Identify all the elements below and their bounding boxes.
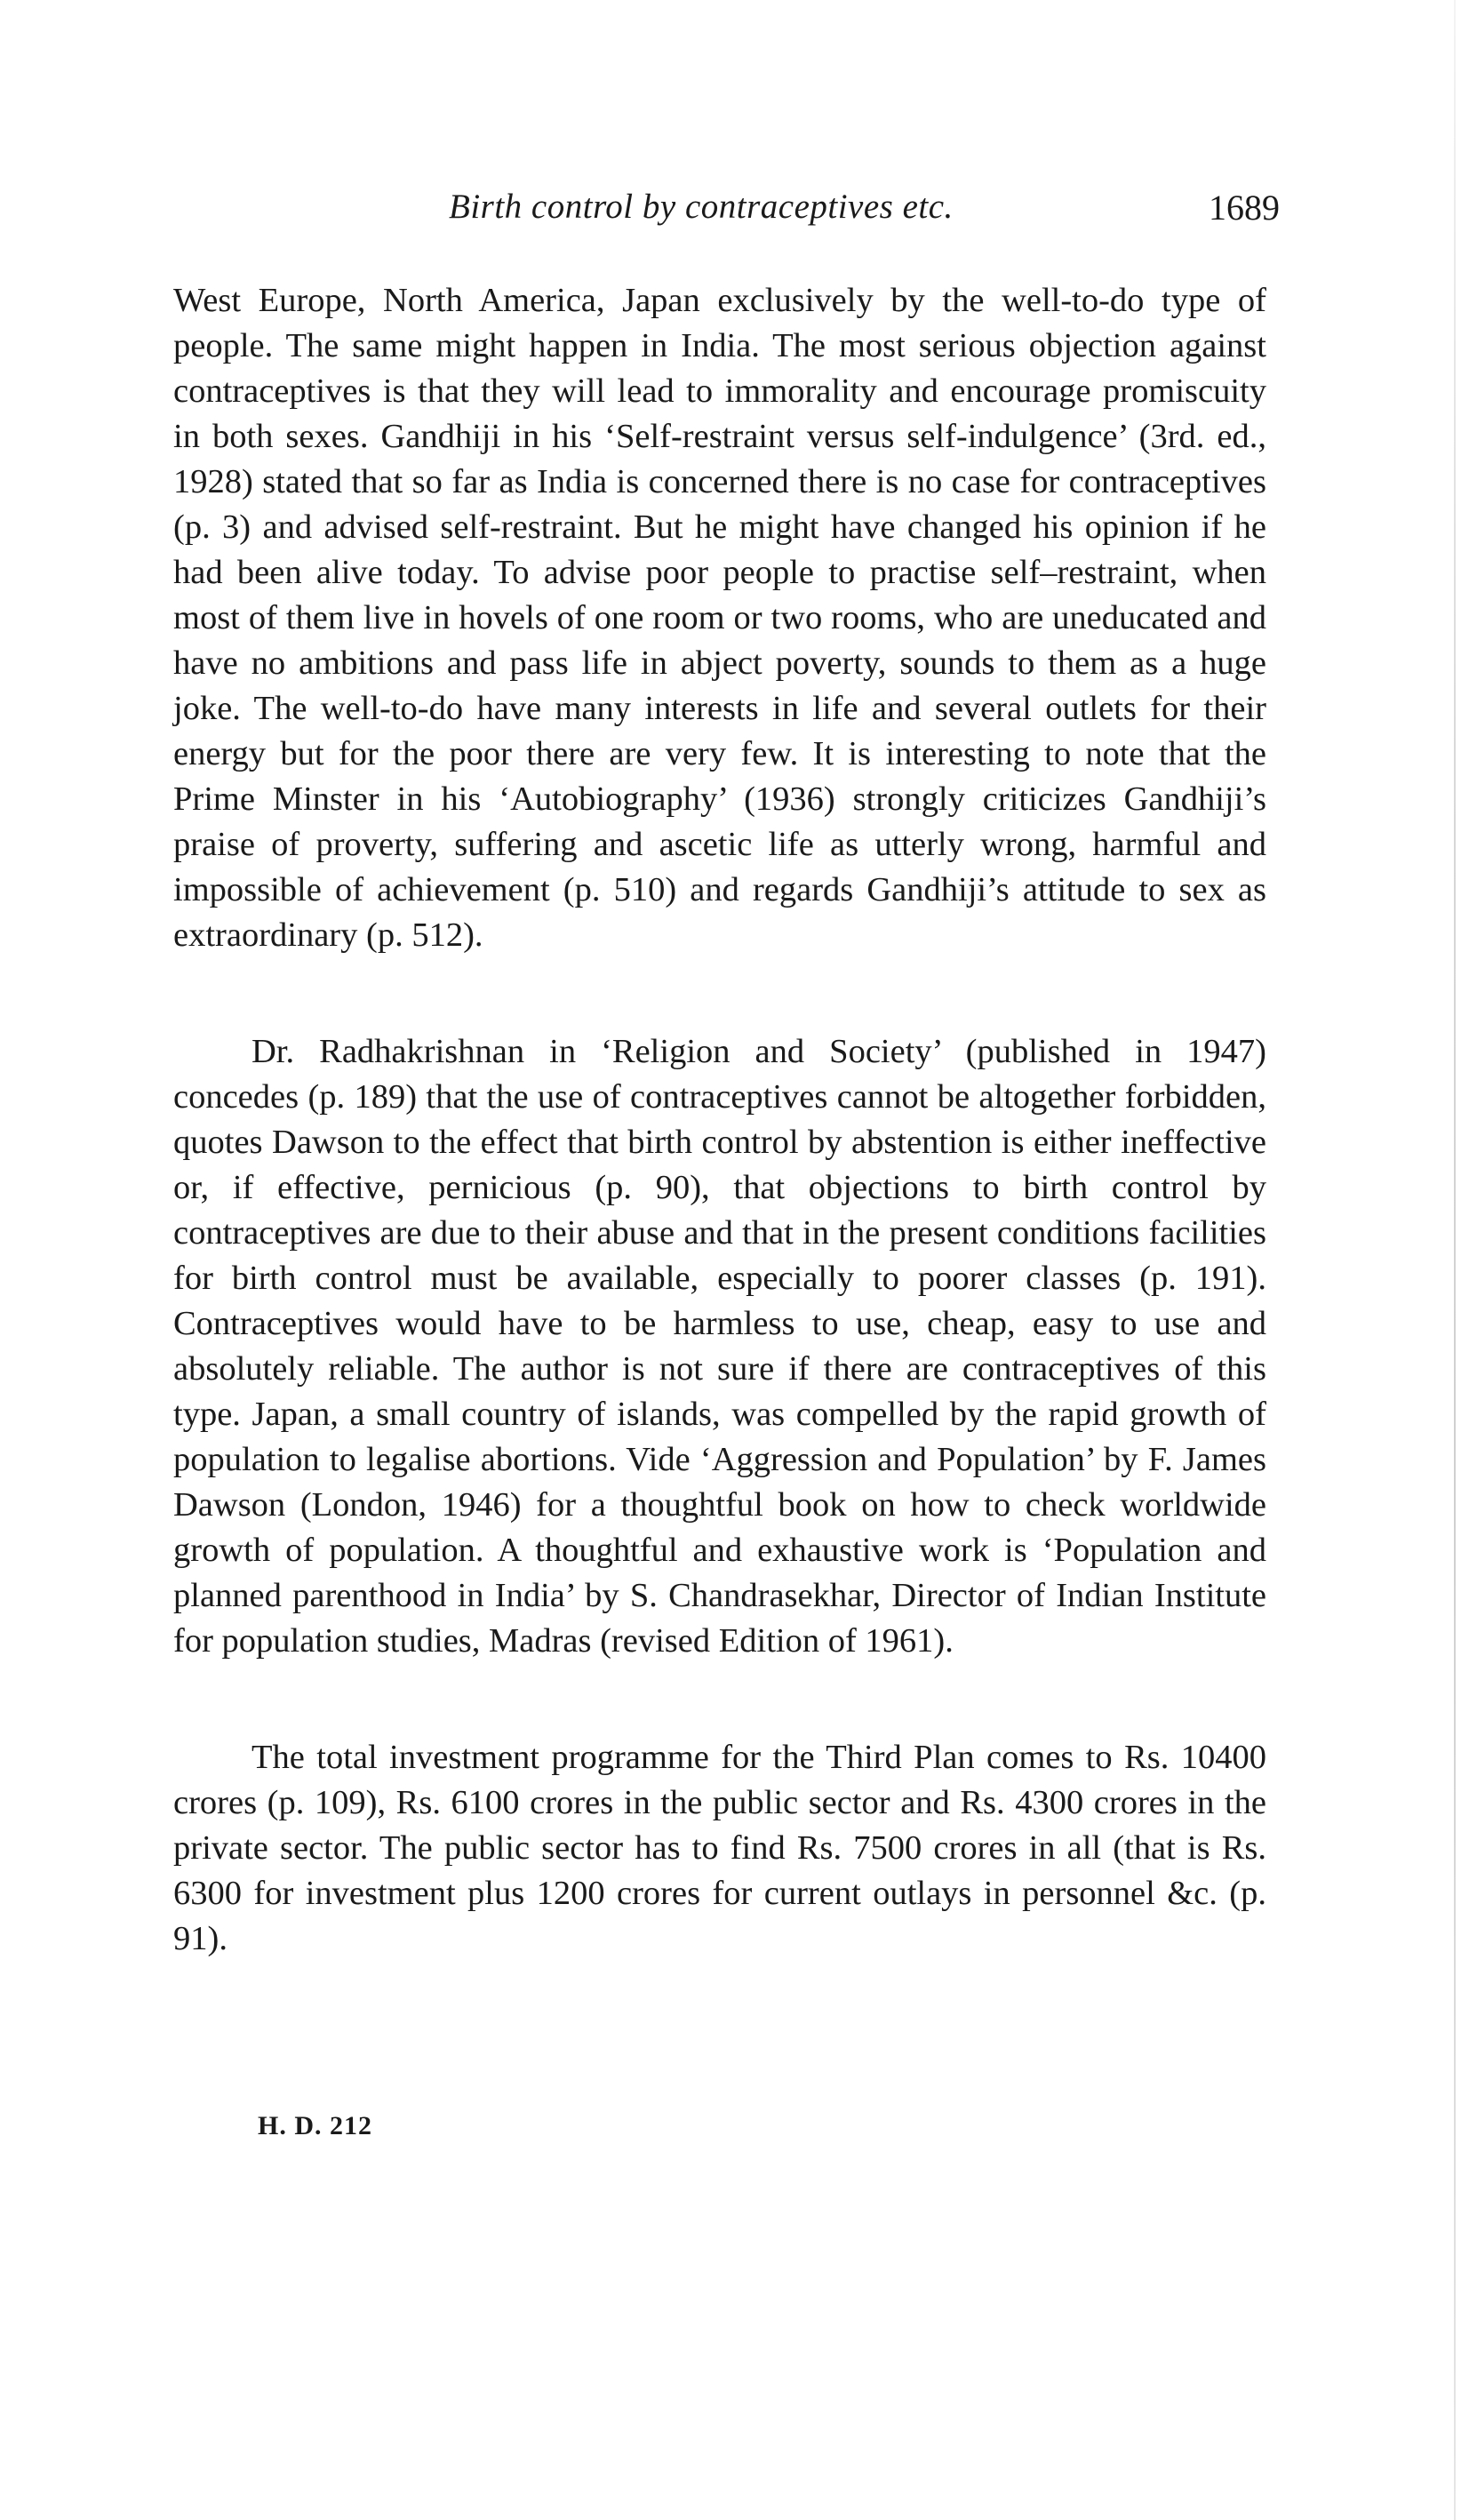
paragraph-3: The total investment programme for the Third Plan comes to Rs. 10400 crores (p. 109), Rs. 6100 crores in the public sector and Rs. 4300 crores in the private sector. The public sector has to find Rs. 7500 crores in all (that is Rs. 6300 for investment plus 1200 crores for current outlays in personnel &c. (p. 91). — [173, 1739, 1266, 1957]
signature-mark: H. D. 212 — [258, 2111, 372, 2140]
page-number: 1689 — [1209, 188, 1280, 228]
paragraph-2: Dr. Radhakrishnan in ‘Religion and Society’ (published in 1947) concedes (p. 189) that the use of contraceptives cannot be altogether forbidden, quotes Dawson to the effect that birth control by abstention is either ineffective or, if effective, pernicious (p. 90), that objections to birth control by contraceptives are due to their abuse and that in the present conditions facilities for birth control must be available, especially to poorer classes (p. 191). Contraceptives would have to be harmless to use, cheap, easy to use and absolutely reliable. The author is not sure if there are contraceptives of this type. Japan, a small country of islands, was compelled by the rapid growth of population to legalise abortions. Vide ‘Aggression and Population’ by F. James Dawson (London, 1946) for a thoughtful book on how to check worldwide growth of population. A thoughtful and exhaustive work is ‘Population and planned parenthood in India’ by S. Chandrasekhar, Director of Indian Institute for population studies, Madras (revised Edition of 1961). — [173, 1033, 1266, 1660]
paragraph-1: West Europe, North America, Japan exclusively by the well-to-do type of people. The same might happen in India. The most serious objection against contraceptives is that they will lead to immorality and encourage promiscuity in both sexes. Gandhiji in his ‘Self-restraint versus self-indulgence’ (3rd. ed., 1928) stated that so far as India is concerned there is no case for contraceptives (p. 3) and advised self-restraint. But he might have changed his opinion if he had been alive today. To advise poor people to practise self–restraint, when most of them live in hovels of one room or two rooms, who are uneducated and have no ambitions and pass life in abject poverty, sounds to them as a huge joke. The well-to-do have many interests in life and several outlets for their energy but for the poor there are very few. It is interesting to note that the Prime Minster in his ‘Autobiography’ (1936) strongly criticizes Gandhiji’s praise of proverty, suffering and ascetic life as utterly wrong, harmful and impossible of achievement (p. 510) and regards Gandhiji’s attitude to sex as extraordinary (p. 512). — [173, 282, 1266, 954]
running-title: Birth control by contraceptives etc. — [449, 188, 954, 226]
running-head — [449, 187, 1280, 240]
page-edge-rule — [1454, 0, 1456, 2520]
body-text — [173, 278, 1266, 1962]
